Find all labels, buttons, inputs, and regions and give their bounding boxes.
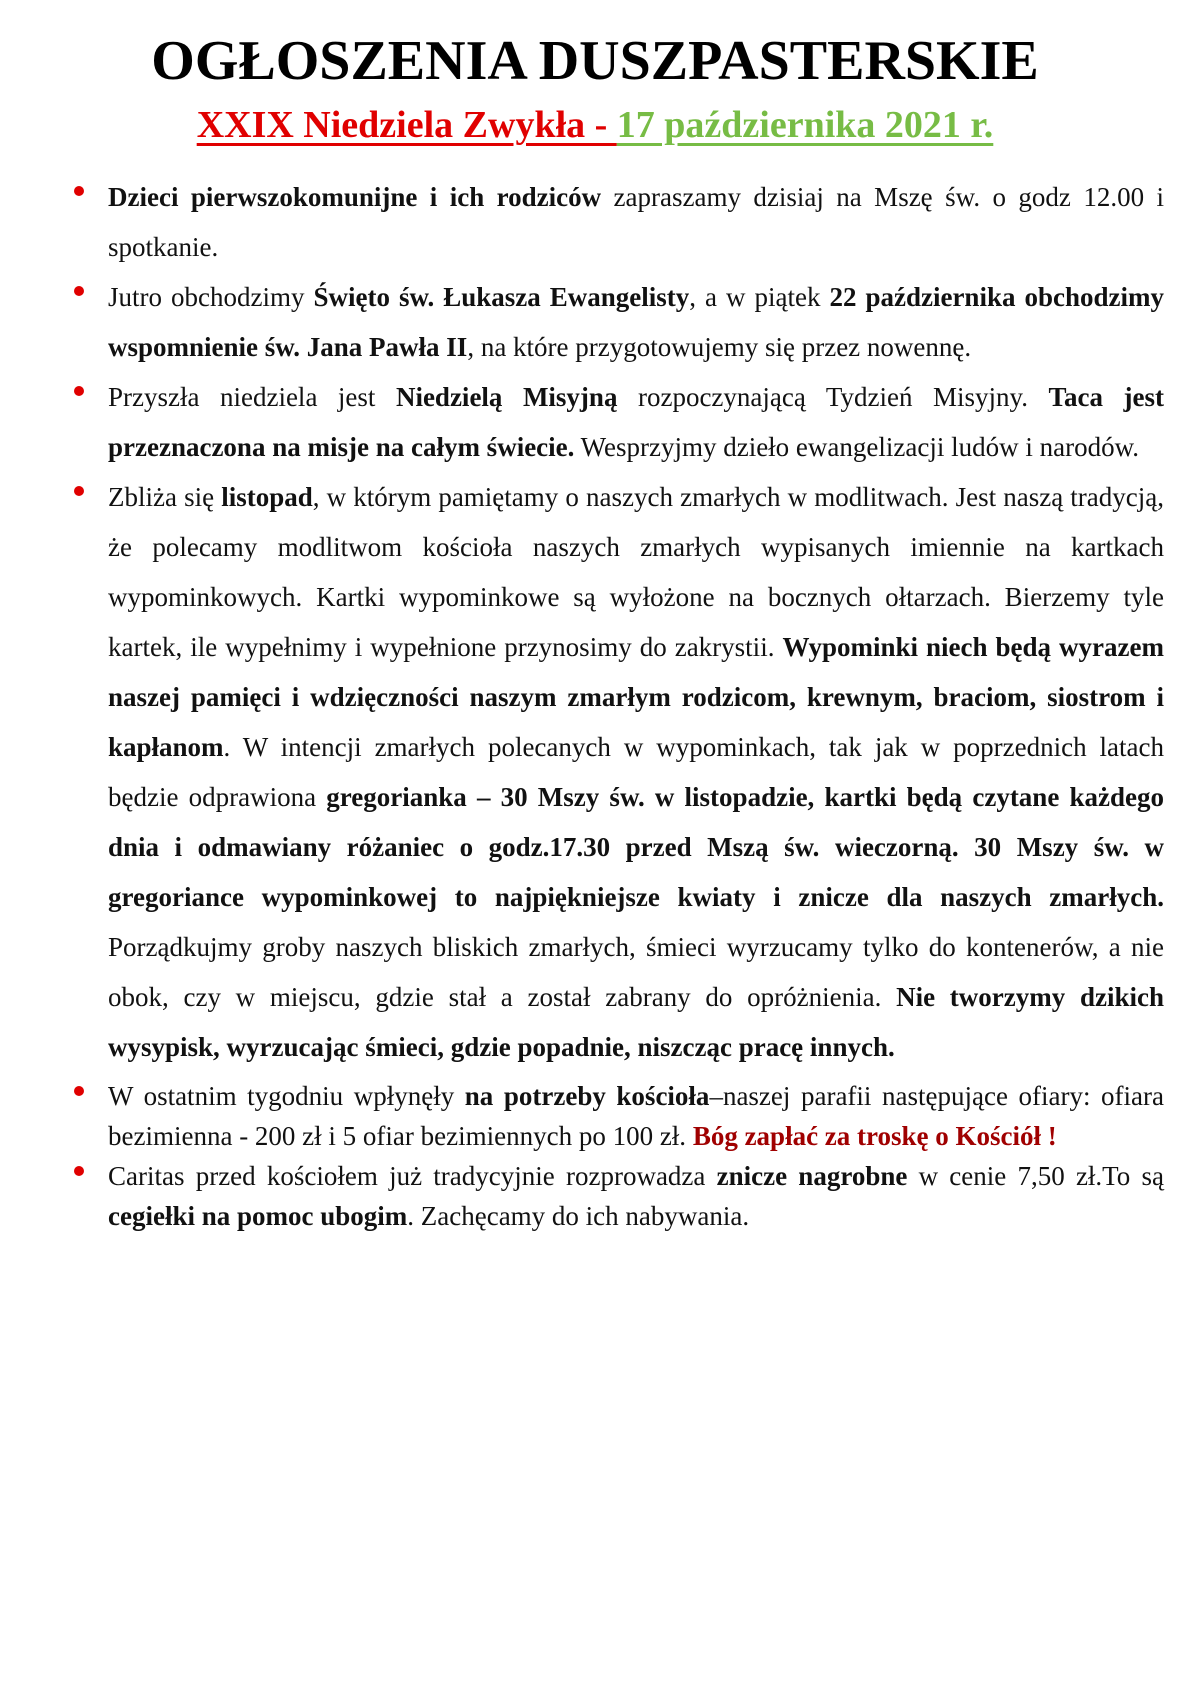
text-run: Zbliża się	[108, 482, 222, 512]
thanks-text: Bóg zapłać za troskę o Kościół !	[692, 1121, 1057, 1151]
announcement-item	[74, 172, 1164, 272]
text-run: Wesprzyjmy dzieło ewangelizacji ludów i narodów.	[574, 432, 1140, 462]
bold-text: Święto św. Łukasza Ewangelisty	[313, 282, 690, 312]
text-run: , na które przygotowujemy się przez nowennę.	[467, 332, 972, 362]
announcement-text	[108, 172, 1164, 272]
bold-text: Niedzielą Misyjną	[395, 382, 618, 412]
text-run: Jutro obchodzimy	[108, 282, 314, 312]
text-run: . W intencji zmarłych polecanych w wypominkach, tak jak w poprzednich latach będzie odprawiona	[108, 732, 1164, 812]
announcement-text	[108, 272, 1164, 372]
bullet-icon	[74, 186, 84, 196]
text-run: Porządkujmy groby naszych bliskich zmarłych, śmieci wyrzucamy tylko do kontenerów, a nie obok, czy w miejscu, gdzie stał a został zabrany do opróżnienia.	[108, 932, 1164, 1012]
bullet-icon	[74, 1086, 84, 1096]
announcement-item	[74, 472, 1164, 1072]
text-run: , a w piątek	[689, 282, 830, 312]
bullet-icon	[74, 386, 84, 396]
bold-text: na potrzeby kościoła	[464, 1081, 710, 1111]
text-run: , w którym pamiętamy o naszych zmarłych w modlitwach. Jest naszą tradycją, że polecamy modlitwom kościoła naszych zmarłych wypisanych imiennie na kartkach wypominkowych. Kartki wypominkowe są wyłożone na bocznych ołtarzach. Bierzemy tyle kartek, ile wypełnimy i wypełnione przynosimy do zakrystii.	[108, 482, 1164, 662]
announcement-text	[108, 372, 1164, 472]
subtitle	[0, 100, 1190, 152]
subtitle-sunday: XXIX Niedziela Zwykła -	[196, 104, 617, 146]
announcement-item	[74, 1076, 1164, 1156]
announcement-item	[74, 372, 1164, 472]
text-run: Przyszła niedziela jest	[108, 382, 396, 412]
announcement-text	[108, 1076, 1164, 1156]
bold-text: listopad	[221, 482, 313, 512]
text-run: w cenie 7,50 zł.To są	[907, 1161, 1165, 1191]
bold-text: 22 października obchodzimy wspomnienie św. Jana Pawła II	[108, 282, 1164, 362]
text-run: . Zachęcamy do ich nabywania.	[407, 1201, 750, 1231]
bullet-icon	[74, 1166, 84, 1176]
bold-text: gregorianka – 30 Mszy św. w listopadzie, kartki będą czytane każdego dnia i odmawiany różaniec o godz.17.30 przed Mszą św. wieczorną. 30 Mszy św. w gregoriance wypominkowej to najpiękniejsze kwiaty i znicze dla naszych zmarłych.	[108, 782, 1164, 912]
text-run: rozpoczynającą Tydzień Misyjny.	[617, 382, 1049, 412]
text-run: W ostatnim tygodniu wpłynęły	[108, 1081, 465, 1111]
announcement-item	[74, 272, 1164, 372]
subtitle-date: 17 października 2021 r.	[616, 104, 994, 146]
bold-text: Dzieci pierwszokomunijne i ich rodziców	[108, 182, 602, 212]
announcement-text	[108, 472, 1164, 1072]
bold-text: Nie tworzymy dzikich wysypisk, wyrzucając śmieci, gdzie popadnie, niszcząc pracę innych.	[108, 982, 1164, 1062]
bullet-icon	[74, 486, 84, 496]
bold-text: cegiełki na pomoc ubogim	[108, 1201, 408, 1231]
bold-text: Wypominki niech będą wyrazem naszej pamięci i wdzięczności naszym zmarłym rodzicom, krewnym, braciom, siostrom i kapłanom	[108, 632, 1164, 762]
page-title: OGŁOSZENIA DUSZPASTERSKIE	[151, 30, 1039, 92]
text-run: zapraszamy dzisiaj na Mszę św. o godz 12.00 i spotkanie.	[108, 182, 1164, 262]
text-run: Caritas przed kościołem już tradycyjnie rozprowadza	[108, 1161, 717, 1191]
bold-text: Taca jest przeznaczona na misje na całym świecie.	[108, 382, 1165, 462]
text-run: –naszej parafii następujące ofiary: ofiara bezimienna - 200 zł i 5 ofiar bezimiennych po 100 zł.	[108, 1081, 1164, 1151]
bullet-icon	[74, 286, 84, 296]
announcement-item	[74, 1156, 1164, 1236]
announcements-list	[74, 172, 1164, 1236]
announcement-text	[108, 1156, 1164, 1236]
bold-text: znicze nagrobne	[716, 1161, 908, 1191]
